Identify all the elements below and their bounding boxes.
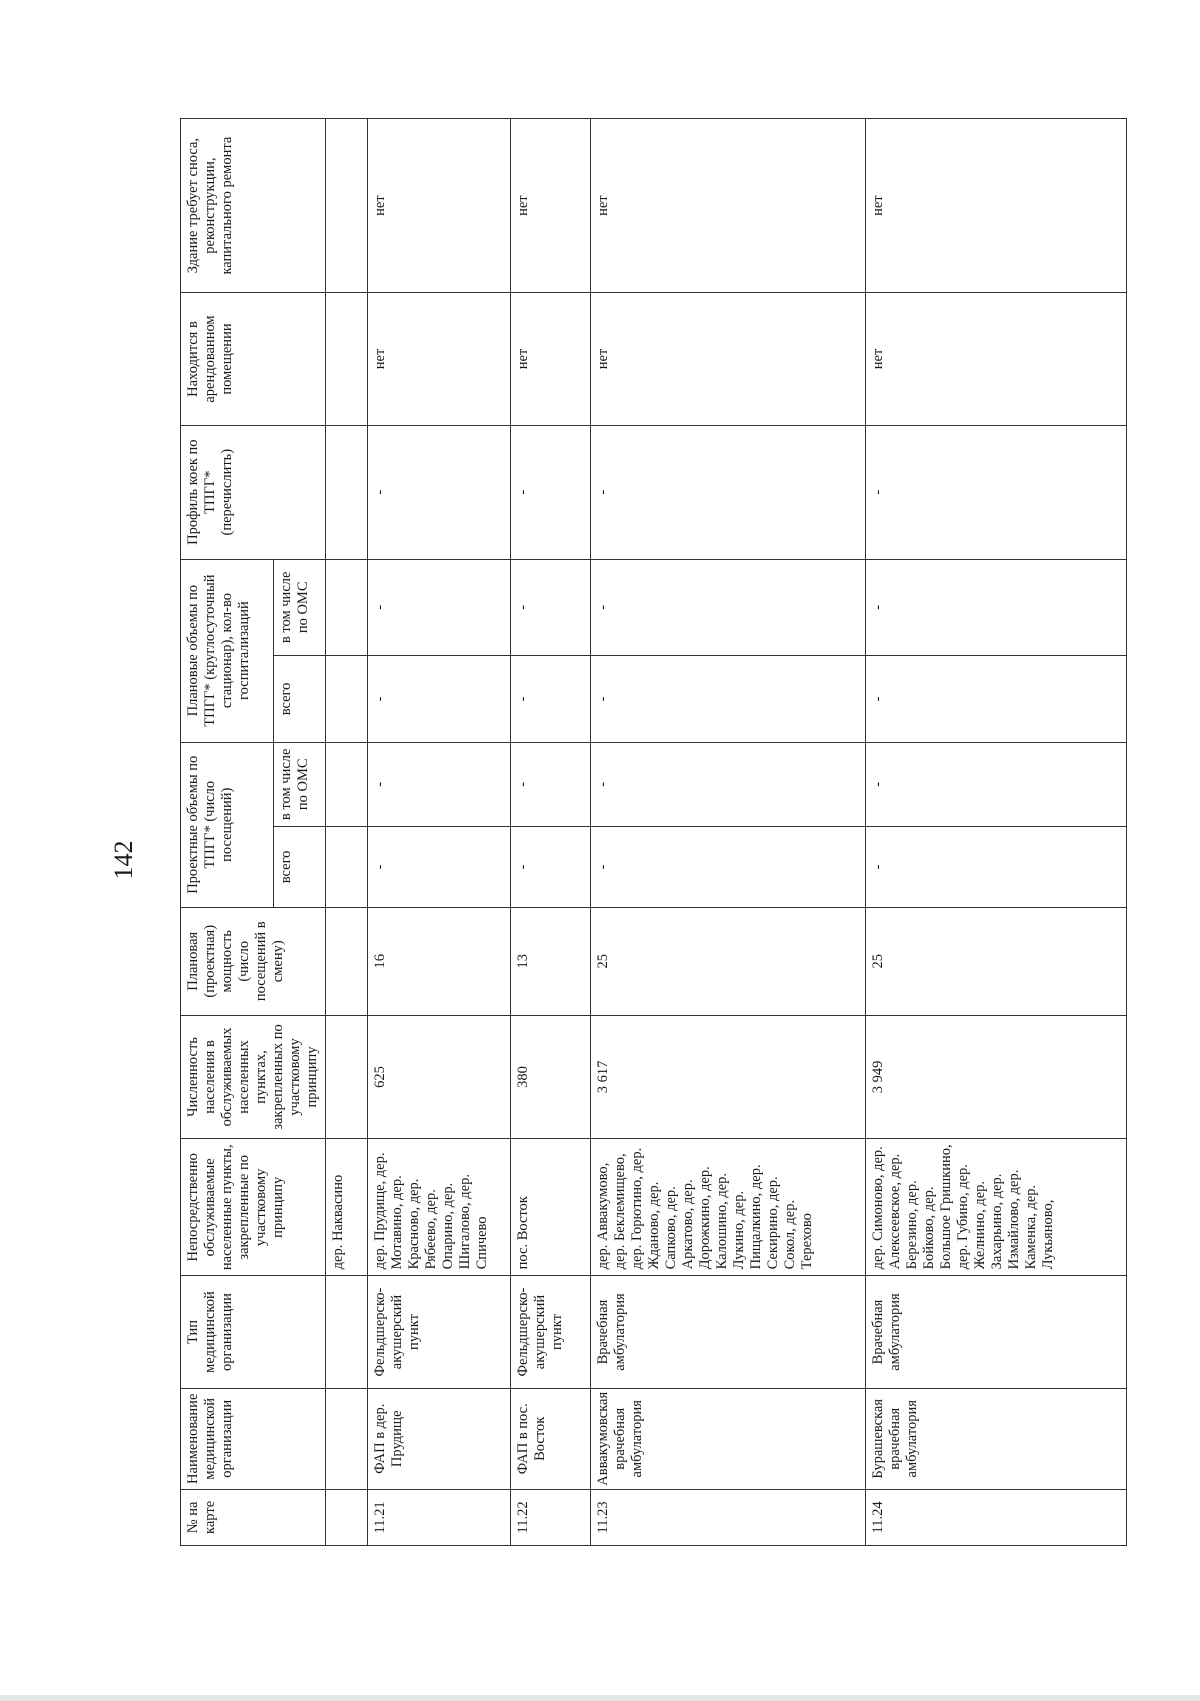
cell-hosp-oms: -	[865, 559, 1126, 656]
medical-organizations-table	[180, 118, 1127, 1546]
cell-visits-oms: -	[865, 742, 1126, 826]
header-population: Численность населения в обслуживаемых населенных пунктах, закрепленных по участковому принципу	[181, 1015, 326, 1139]
cell-hosp-total: -	[865, 656, 1126, 743]
cell-hosp-total: -	[591, 656, 865, 743]
cell-capacity: 13	[511, 907, 591, 1015]
header-hosp: Плановые объемы по ТПГГ* (круглосуточный стационар), кол-во госпитализаций	[181, 559, 274, 742]
cell-rented: нет	[368, 293, 511, 426]
header-rented: Находится в арендованном помещении	[181, 293, 326, 426]
page-number: 142	[109, 840, 138, 880]
header-beds: Профиль коек по ТПГГ* (перечислить)	[181, 425, 326, 559]
cell-population: 3 617	[591, 1015, 865, 1139]
cell-rented: нет	[591, 293, 865, 426]
cell-visits-oms: -	[368, 742, 511, 826]
header-visits: Проектные объемы по ТПГГ* (число посещений)	[181, 742, 274, 907]
scan-edge-shadow	[0, 1695, 1200, 1701]
cell-type: Фельдшерско-акушерский пункт	[511, 1276, 591, 1388]
table-row	[591, 119, 865, 1546]
cell-beds: -	[591, 425, 865, 559]
header-capacity: Плановая (проектная) мощность (число посещений в смену)	[181, 907, 326, 1015]
cell-hosp-total: -	[368, 656, 511, 743]
cell-num: 11.21	[368, 1489, 511, 1545]
cell-population: 3 949	[865, 1015, 1126, 1139]
cell-hosp-total	[326, 656, 368, 743]
cell-rented: нет	[865, 293, 1126, 426]
cell-visits-oms	[326, 742, 368, 826]
cell-type	[326, 1276, 368, 1388]
cell-num: 11.24	[865, 1489, 1126, 1545]
cell-num	[326, 1489, 368, 1545]
cell-capacity: 25	[865, 907, 1126, 1015]
cell-visits-total: -	[368, 826, 511, 907]
rotated-table-container	[180, 118, 1102, 1546]
cell-hosp-total: -	[511, 656, 591, 743]
cell-visits-total: -	[511, 826, 591, 907]
cell-settlements: дер. Наквасино	[326, 1139, 368, 1276]
header-repair: Здание требует сноса, реконструкции, капитального ремонта	[181, 119, 326, 293]
cell-visits-oms: -	[511, 742, 591, 826]
cell-population: 380	[511, 1015, 591, 1139]
cell-type: Врачебная амбулатория	[591, 1276, 865, 1388]
cell-capacity: 25	[591, 907, 865, 1015]
table-row	[326, 119, 368, 1546]
cell-hosp-oms: -	[368, 559, 511, 656]
cell-repair: нет	[368, 119, 511, 293]
cell-beds: -	[368, 425, 511, 559]
header-name: Наименование медицинской организации	[181, 1388, 326, 1489]
header-visits-total: всего	[274, 826, 326, 907]
cell-beds: -	[865, 425, 1126, 559]
cell-name: Бурашевская врачебная амбулатория	[865, 1388, 1126, 1489]
cell-num: 11.22	[511, 1489, 591, 1545]
header-visits-oms: в том числе по ОМС	[274, 742, 326, 826]
cell-population	[326, 1015, 368, 1139]
header-settlements: Непосредственно обслуживаемые населенные пункты, закрепленные по участковому принципу	[181, 1139, 326, 1276]
cell-population: 625	[368, 1015, 511, 1139]
cell-beds: -	[511, 425, 591, 559]
table-row	[368, 119, 511, 1546]
cell-capacity: 16	[368, 907, 511, 1015]
header-row-1	[181, 119, 274, 1546]
cell-name: Аввакумовская врачебная амбулатория	[591, 1388, 865, 1489]
cell-settlements: дер. Аввакумово, дер. Беклемищево, дер. Горютино, дер. Жданово, дер. Сапково, дер. Аркатово, дер. Дорожкино, дер. Калошино, дер. Лукино, дер. Пищалкино, дер. Секирино, дер. Сокол, дер. Терехово	[591, 1139, 865, 1276]
cell-repair: нет	[865, 119, 1126, 293]
cell-repair: нет	[591, 119, 865, 293]
cell-settlements: дер. Симоново, дер. Алексеевское, дер. Березино, дер. Бойково, дер. Большое Гришкино, дер. Губино, дер. Желнино, дер. Захарьино, дер. Измайлово, дер. Каменка, дер. Лукьяново,	[865, 1139, 1126, 1276]
cell-visits-total: -	[865, 826, 1126, 907]
cell-visits-total	[326, 826, 368, 907]
header-num: № на карте	[181, 1489, 326, 1545]
cell-type: Врачебная амбулатория	[865, 1276, 1126, 1388]
cell-repair: нет	[511, 119, 591, 293]
cell-hosp-oms: -	[591, 559, 865, 656]
table-row	[865, 119, 1126, 1546]
cell-num: 11.23	[591, 1489, 865, 1545]
cell-name: ФАП в дер. Прудище	[368, 1388, 511, 1489]
cell-name	[326, 1388, 368, 1489]
cell-settlements: пос. Восток	[511, 1139, 591, 1276]
cell-type: Фельдшерско-акушерский пункт	[368, 1276, 511, 1388]
cell-beds	[326, 425, 368, 559]
header-type: Тип медицинской организации	[181, 1276, 326, 1388]
header-hosp-total: всего	[274, 656, 326, 743]
cell-rented: нет	[511, 293, 591, 426]
cell-capacity	[326, 907, 368, 1015]
cell-name: ФАП в пос. Восток	[511, 1388, 591, 1489]
cell-settlements: дер. Прудище, дер. Мотавино, дер. Красново, дер. Рябеево, дер. Опарино, дер. Шигалово, дер. Спичево	[368, 1139, 511, 1276]
cell-repair	[326, 119, 368, 293]
table-row	[511, 119, 591, 1546]
header-hosp-oms: в том числе по ОМС	[274, 559, 326, 656]
cell-visits-total: -	[591, 826, 865, 907]
cell-visits-oms: -	[591, 742, 865, 826]
cell-rented	[326, 293, 368, 426]
cell-hosp-oms: -	[511, 559, 591, 656]
cell-hosp-oms	[326, 559, 368, 656]
